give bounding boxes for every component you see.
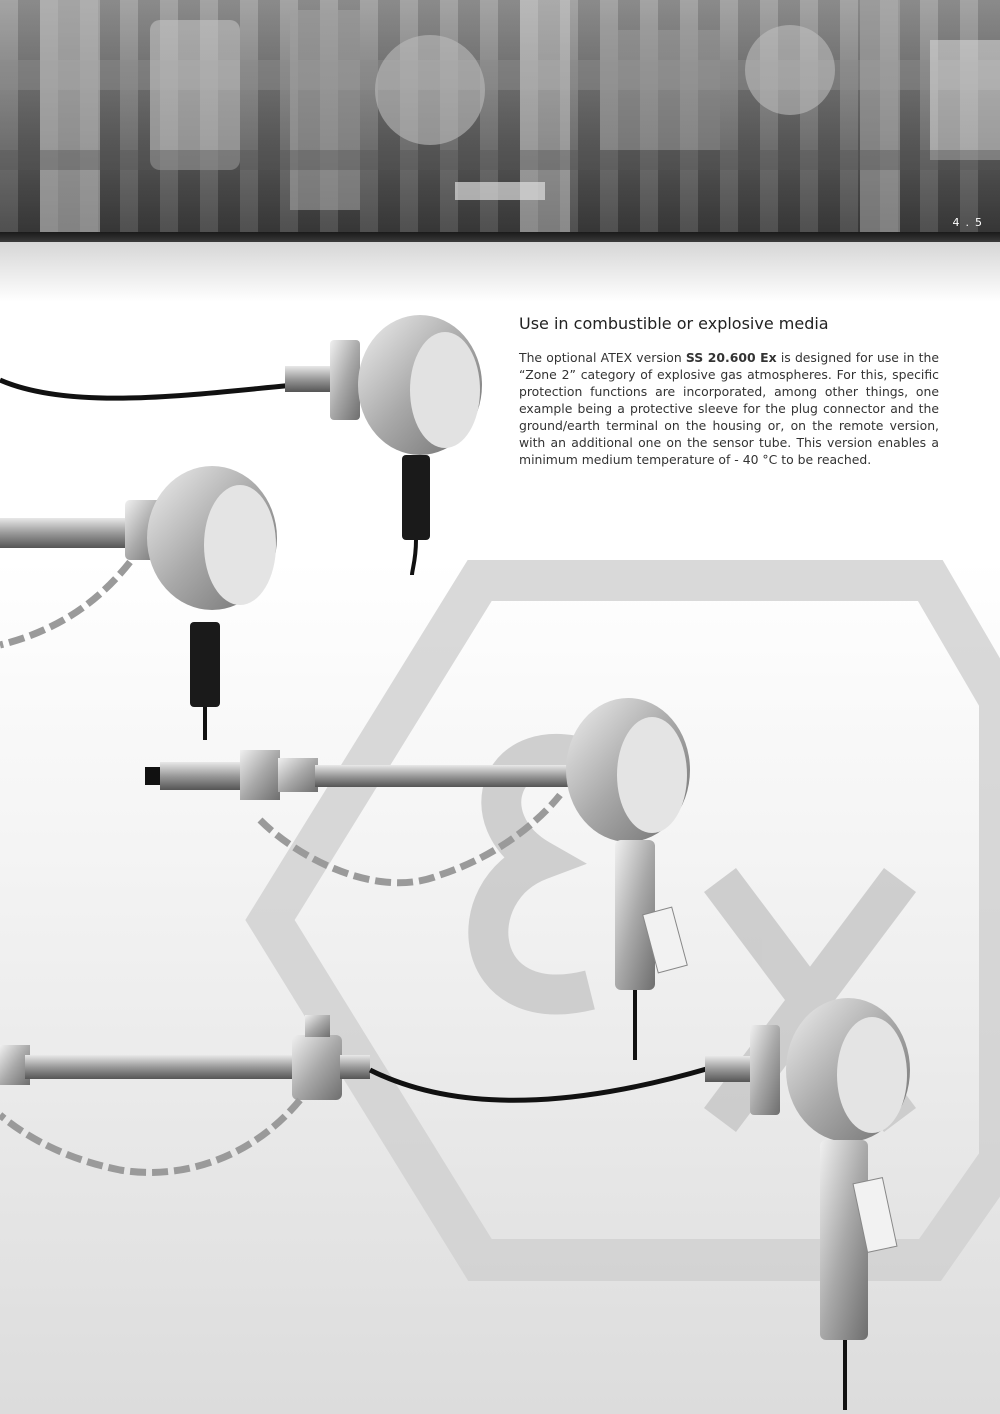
header-shadow <box>0 242 1000 302</box>
header-photo-industrial-piping <box>0 0 1000 232</box>
section-body <box>519 349 939 468</box>
flow-sensor-4 <box>0 998 910 1410</box>
product-name: SS 20.600 Ex <box>685 350 777 365</box>
text-section <box>519 314 939 468</box>
body-intro: The optional ATEX version <box>519 350 686 365</box>
flow-sensor-3 <box>145 698 690 1060</box>
flow-sensor-2 <box>0 466 277 740</box>
header-divider-bar <box>0 232 1000 242</box>
body-continuation: is designed for use in the “Zone 2” category of explosive gas atmospheres. For this, specific protection functions are incorporated, among other things, one example being a protective sleeve for the plug connector and the ground/earth terminal on the housing or, on the remote version, with an additional one on the sensor tube. This version enables a minimum medium temperature of - 40 °C to be reached. <box>519 350 939 467</box>
section-title: Use in combustible or explosive media <box>519 314 829 333</box>
page-number: 4.5 <box>952 216 988 229</box>
